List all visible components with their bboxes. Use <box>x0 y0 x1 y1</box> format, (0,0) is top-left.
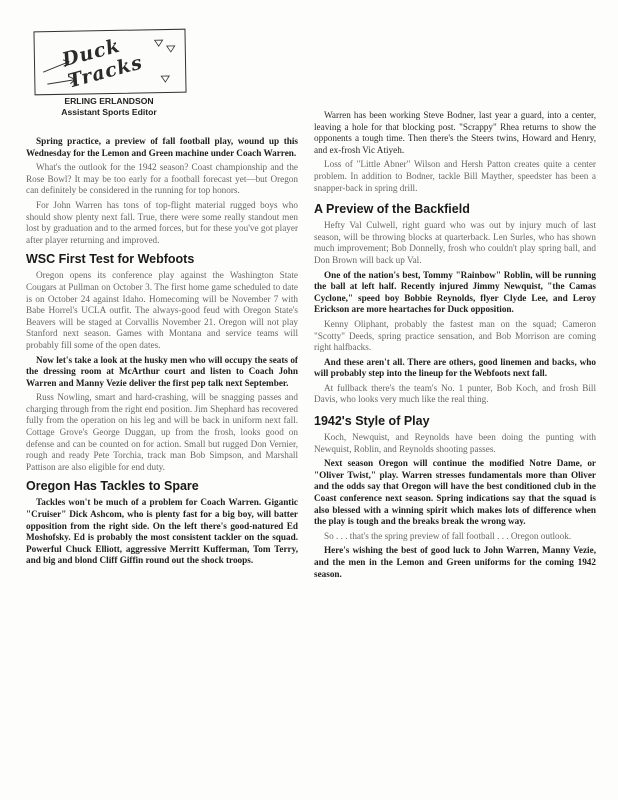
column-masthead <box>28 30 188 136</box>
section-heading-webfoots: WSC First Test for Webfoots <box>26 252 195 267</box>
duck-tracks-logo <box>33 29 186 96</box>
paragraph: What's the outlook for the 1942 season? Coast championship and the Rose Bowl? It may be too early for a football forecast yet—but Oregon can definitely be considered in the running for top honors. <box>26 162 298 196</box>
section-heading-tackles: Oregon Has Tackles to Spare <box>26 479 199 494</box>
paragraph: Next season Oregon will continue the modified Notre Dame, or "Oliver Twist," play. Warren stresses fundamentals more than Oliver and the odds say that Oregon will have the best conditioned club in the Coast conference next season. Spring indications say that the squad is also blessed with a winning spirit which makes lots of difference when the play is tough and the breaks break the wrong way. <box>314 458 596 527</box>
paragraph: Tackles won't be much of a problem for Coach Warren. Gigantic "Cruiser" Dick Ashcom, who is plenty fast for a big boy, will batter opposition from the right side. On the left there's good-natured Ed Moshofsky. Ed is probably the most consistent tackler on the squad. Powerful Chuck Elliott, aggressive Merritt Kufferman, Tom Terry, and big and blond Cliff Giffin round out the shock troops. <box>26 497 298 566</box>
paragraph: Hefty Val Culwell, right guard who was out by injury much of last season, will be throwing blocks at quarterback. Len Surles, who has shown much improvement; Bob Donnelly, frosh who couldn't play spring ball, and Don Brown will back up Val. <box>314 220 596 265</box>
left-column <box>26 30 298 570</box>
paragraph: Here's wishing the best of good luck to John Warren, Manny Vezie, and the men in the Lemon and Green uniforms for the coming 1942 season. <box>314 545 596 579</box>
right-column <box>314 110 596 583</box>
paragraph: Oregon opens its conference play against the Washington State Cougars at Pullman on October 3. The first home game scheduled to date is on October 24 against Idaho. Homecoming will be November 7 with Babe Horrel's UCLA outfit. The always-good feud with Oregon State's Beavers will be staged at Corvallis November 21. Oregon will not play Stanford next season. Games with Montana and service teams will probably fill some of the open dates. <box>26 270 298 350</box>
author-name: ERLING ERLANDSON <box>64 96 154 106</box>
paragraph: So . . . that's the spring preview of fall football . . . Oregon outlook. <box>324 530 572 541</box>
section-heading-style: 1942's Style of Play <box>314 414 430 429</box>
paragraph: At fullback there's the team's No. 1 punter, Bob Koch, and frosh Bill Davis, who looks very much like the real thing. <box>314 382 596 405</box>
section-heading-backfield: A Preview of the Backfield <box>314 202 470 217</box>
author-title: Assistant Sports Editor <box>61 107 157 117</box>
intro-paragraph: Spring practice, a preview of fall football play, wound up this Wednesday for the Lemon and Green machine under Coach Warren. <box>26 136 298 158</box>
paragraph: Kenny Oliphant, probably the fastest man on the squad; Cameron "Scotty" Deeds, spring practice sensation, and Bob Morrison are coming right halfbacks. <box>314 318 596 353</box>
paragraph: For John Warren has tons of top-flight material rugged boys who should show plenty next fall. True, there were some really standout men lost by graduation and to the armed forces, but for these you've got player after player returning and improved. <box>26 199 298 245</box>
paragraph: One of the nation's best, Tommy "Rainbow" Roblin, will be running the ball at left half. Recently injured Jimmy Newquist, "the Camas Cyclone," speed boy Bobbie Reynolds, flyer Clyde Lee, and Leroy Erickson are more heartaches for Duck opposition. <box>314 269 596 315</box>
paragraph: Now let's take a look at the husky men who will occupy the seats of the dressing room at McArthur court and listen to Coach John Warren and Manny Vezie deliver the first pep talk next September. <box>26 354 298 388</box>
paragraph: Loss of "Little Abner" Wilson and Hersh Patton creates quite a center problem. In addition to Bodner, tackle Bill Mayther, speedster has been a snapper-back in spring drill. <box>314 159 596 193</box>
byline <box>28 96 190 118</box>
paragraph: And these aren't all. There are others, good linemen and backs, who will probably step into the lineup for the Webfoots next fall. <box>314 356 596 379</box>
paragraph: Russ Nowling, smart and hard-crashing, will be snagging passes and charging through from the right end position. Jim Shephard has recovered fully from the operation on his leg and will be back in uniform next fall. Cottage Grove's George Duggan, up from the frosh, looks good on defense and can be counted on for action. Small but rugged Don Vernier, rough and ready Pete Torchia, track man Bob Simpson, and Marshall Pattison are also eligible for end duty. <box>26 392 298 472</box>
paragraph: Warren has been working Steve Bodner, last year a guard, into a center, leaving a hole for that blocking post. "Scrappy" Rhea returns to show the opponents a tough time. Then there's the Steers twins, Howard and Henry, and ex-frosh Vic Atiyeh. <box>314 110 596 155</box>
logo-text: Duck Tracks <box>59 34 146 93</box>
paragraph: Koch, Newquist, and Reynolds have been doing the punting with Newquist, Roblin, and Reynolds shooting passes. <box>314 432 596 454</box>
